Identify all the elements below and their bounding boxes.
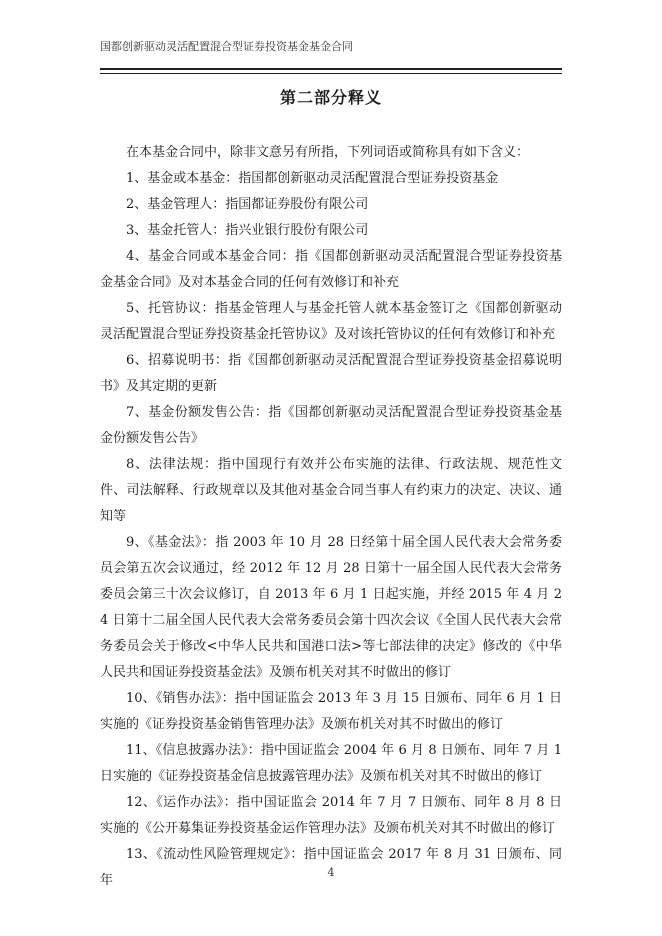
definition-item-3: 3、基金托管人：指兴业银行股份有限公司	[126, 223, 369, 238]
definition-item-6: 6、招募说明书：指《国都创新驱动灵活配置混合型证券投资基金招募说明书》及其定期的更新	[100, 353, 562, 394]
definition-item-9: 9、《基金法》：指 2003 年 10 月 28 日经第十届全国人民代表大会常务委员会第五次会议通过，经 2012 年 12 月 28 日第十一届全国人民代表大会常务委员会第三十次会议修订，自 2013 年 6 月 1 日起实施，并经 2015 年 4 月 24 日第十二届全国人民代表大会常务委员会第十四次会议《全国人民代表大会常务委员会关于修改<中华人民共和国港口法>等七部法律的决定》修改的《中华人民共和国证券投资基金法》及颁布机关对其不时做出的修订	[100, 535, 562, 680]
section-title: 第二部分释义	[279, 88, 382, 107]
header-rule-thick	[100, 68, 562, 70]
definition-item-7: 7、基金份额发售公告：指《国都创新驱动灵活配置混合型证券投资基金基金份额发售公告》	[100, 405, 562, 446]
definition-item-2: 2、基金管理人：指国都证券股份有限公司	[126, 197, 369, 212]
definition-item-1: 1、基金或本基金：指国都创新驱动灵活配置混合型证券投资基金	[126, 171, 499, 186]
running-header: 国都创新驱动灵活配置混合型证券投资基金基金合同	[100, 40, 353, 53]
definition-item-11: 11、《信息披露办法》：指中国证监会 2004 年 6 月 8 日颁布、同年 7 月 1 日实施的《证券投资基金信息披露管理办法》及颁布机关对其不时做出的修订	[100, 743, 562, 784]
intro-paragraph: 在本基金合同中，除非文意另有所指，下列词语或简称具有如下含义：	[126, 145, 530, 160]
definition-item-12: 12、《运作办法》：指中国证监会 2014 年 7 月 7 日颁布、同年 8 月 8 日实施的《公开募集证券投资基金运作管理办法》及颁布机关对其不时做出的修订	[100, 795, 562, 836]
definition-item-10: 10、《销售办法》：指中国证监会 2013 年 3 月 15 日颁布、同年 6 月 1 日实施的《证券投资基金销售管理办法》及颁布机关对其不时做出的修订	[100, 691, 562, 732]
definition-item-5: 5、托管协议：指基金管理人与基金托管人就本基金签订之《国都创新驱动灵活配置混合型证券投资基金托管协议》及对该托管协议的任何有效修订和补充	[100, 301, 562, 342]
page-number: 4	[327, 866, 335, 879]
definition-item-13: 13、《流动性风险管理规定》：指中国证监会 2017 年 8 月 31 日颁布、同年	[100, 847, 562, 888]
document-body	[100, 140, 562, 894]
definition-item-8: 8、法律法规：指中国现行有效并公布实施的法律、行政法规、规范性文件、司法解释、行政规章以及其他对基金合同当事人有约束力的决定、决议、通知等	[100, 457, 562, 524]
header-rule-thin	[100, 73, 562, 74]
definition-item-4: 4、基金合同或本基金合同：指《国都创新驱动灵活配置混合型证券投资基金基金合同》及对本基金合同的任何有效修订和补充	[100, 249, 562, 290]
